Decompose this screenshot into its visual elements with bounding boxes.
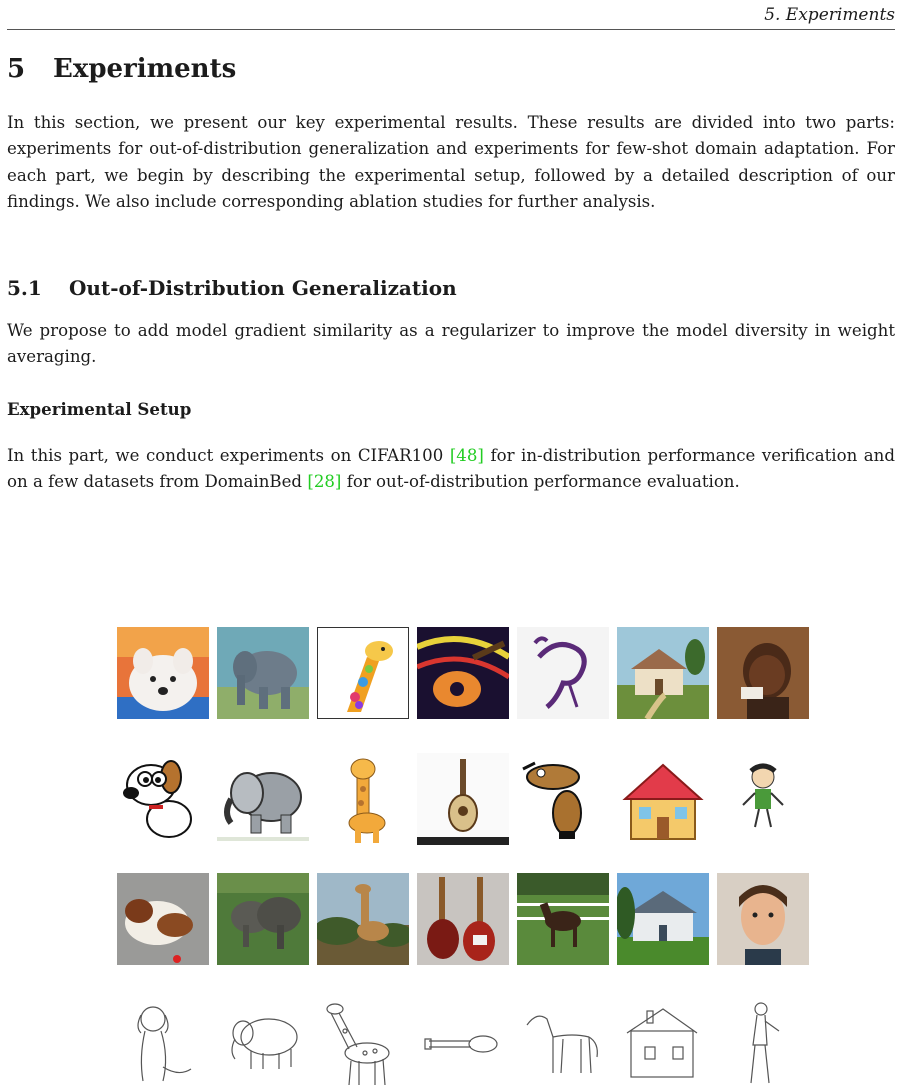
- photo-giraffe-image: [317, 873, 409, 965]
- running-head: 5. Experiments: [7, 4, 895, 30]
- photo-house-image: [617, 873, 709, 965]
- setup-paragraph: [7, 443, 895, 496]
- painting-elephant-image: [217, 627, 309, 719]
- subsection-heading: [7, 276, 457, 300]
- photo-horse-image: [517, 873, 609, 965]
- section-number: 5: [7, 54, 26, 84]
- cartoon-dog-image: [117, 753, 209, 845]
- photo-person-image: [717, 873, 809, 965]
- sketch-elephant-image: [217, 997, 309, 1089]
- painting-horse-image: [517, 627, 609, 719]
- painting-guitar-image: [417, 627, 509, 719]
- setup-text-3: for out-of-distribution performance evaluation.: [341, 472, 740, 492]
- citation-48[interactable]: [48]: [449, 446, 484, 465]
- sketch-horse-image: [517, 997, 609, 1089]
- cartoon-horse-image: [517, 753, 609, 845]
- setup-text-2: for in-distribution performance verification and on a few datasets from DomainBed: [7, 446, 895, 492]
- sketch-dog-image: [117, 997, 209, 1089]
- sketch-house-image: [617, 997, 709, 1089]
- setup-text-1: In this part, we conduct experiments on CIFAR100: [7, 446, 450, 465]
- section-heading: [7, 54, 236, 84]
- cartoon-guitar-image: [417, 753, 509, 845]
- photo-guitar-image: [417, 873, 509, 965]
- intro-paragraph: In this section, we present our key experimental results. These results are divided into two parts: experiments for out-of-distribution generalization and experiments for few-shot domain adaptation. For each part, we begin by describing the experimental setup, followed by a detailed description of our findings. We also include corresponding ablation studies for further analysis.: [7, 113, 895, 212]
- subsection-title: Out-of-Distribution Generalization: [69, 276, 457, 300]
- subsection-number: 5.1: [7, 276, 42, 300]
- sketch-guitar-image: [417, 997, 509, 1089]
- sketch-person-image: [717, 997, 809, 1089]
- painting-house-image: [617, 627, 709, 719]
- sketch-giraffe-image: [317, 997, 409, 1089]
- cartoon-person-image: [717, 753, 809, 845]
- section-title: Experiments: [53, 54, 237, 84]
- painting-person-image: [717, 627, 809, 719]
- painting-dog-image: [117, 627, 209, 719]
- painting-giraffe-image: [317, 627, 409, 719]
- cartoon-giraffe-image: [317, 753, 409, 845]
- cartoon-elephant-image: [217, 753, 309, 845]
- photo-elephant-image: [217, 873, 309, 965]
- subsection-intro-paragraph: We propose to add model gradient similarity as a regularizer to improve the model diversity in weight averaging.: [7, 321, 895, 367]
- setup-heading: Experimental Setup: [7, 399, 192, 419]
- photo-dog-image: [117, 873, 209, 965]
- cartoon-house-image: [617, 753, 709, 845]
- citation-28[interactable]: [28]: [307, 472, 342, 492]
- domain-examples-figure: [117, 627, 809, 1077]
